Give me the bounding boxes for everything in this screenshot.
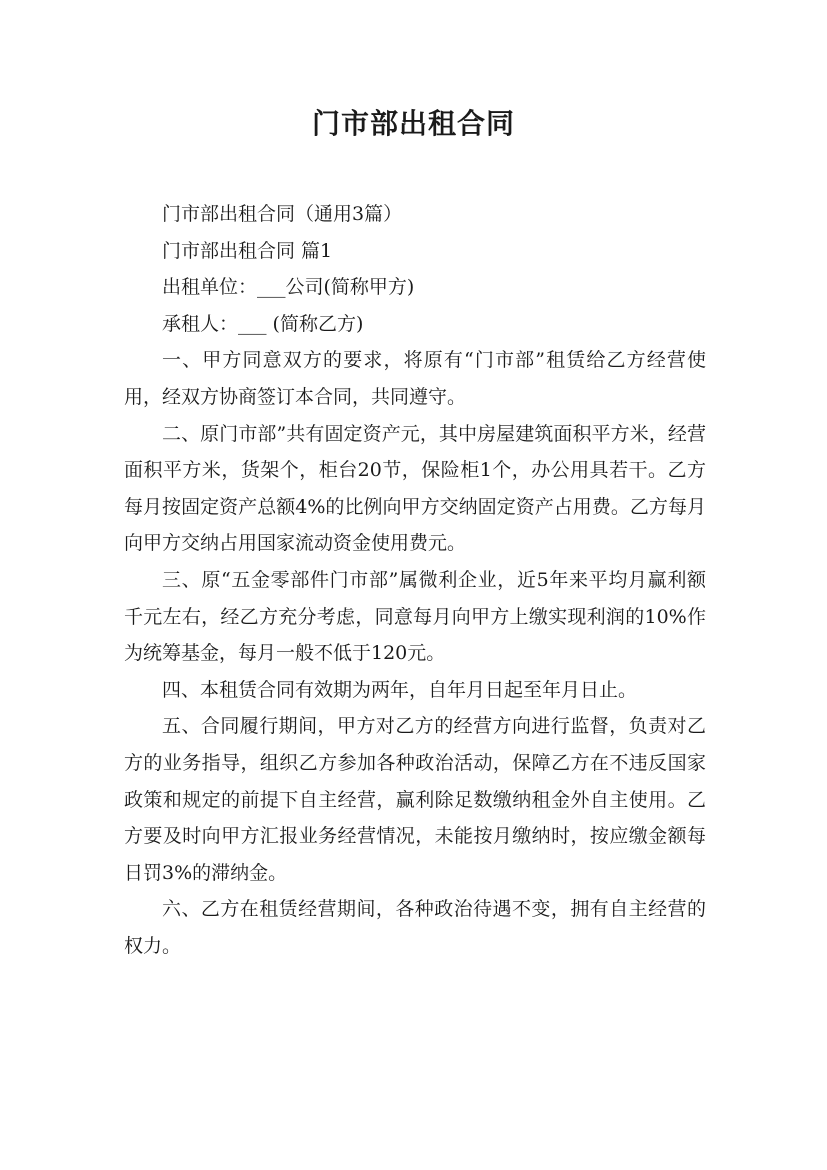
document-title: 门市部出租合同: [311, 107, 515, 140]
paragraph-clause-2: 二、原门市部”共有固定资产元，其中房屋建筑面积平方米，经营面积平方米，货架个，柜台20节，保险柜1个，办公用具若干。乙方每月按固定资产总额4%的比例向甲方交纳固定资产占用费。乙方每月向甲方交纳占用国家流动资金使用费元。: [124, 422, 706, 555]
paragraph-clause-3: 三、原“五金零部件门市部”属微利企业，近5年来平均月赢利额千元左右，经乙方充分考虑，同意每月向甲方上缴实现利润的10%作为统筹基金，每月一般不低于120元。: [124, 568, 706, 665]
paragraph-part-heading: 门市部出租合同 篇1: [162, 239, 333, 262]
paragraph-clause-1: 一、甲方同意双方的要求，将原有“门市部”租赁给乙方经营使用，经双方协商签订本合同，共同遵守。: [124, 349, 706, 408]
paragraph-clause-4: 四、本租赁合同有效期为两年，自年月日起至年月日止。: [162, 678, 638, 701]
paragraph-clause-5: 五、合同履行期间，甲方对乙方的经营方向进行监督，负责对乙方的业务指导，组织乙方参加各种政治活动，保障乙方在不违反国家政策和规定的前提下自主经营，赢利除足数缴纳租金外自主使用。乙方要及时向甲方汇报业务经营情况，未能按月缴纳时，按应缴金额每日罚3%的滞纳金。: [124, 715, 706, 884]
paragraph-clause-6: 六、乙方在租赁经营期间，各种政治待遇不变，拥有自主经营的权力。: [124, 898, 706, 957]
paragraph-lessor: 出租单位：___公司(简称甲方): [162, 276, 415, 299]
paragraph-lessee: 承租人：___ (简称乙方): [162, 312, 364, 335]
paragraph-subtitle: 门市部出租合同（通用3篇）: [162, 203, 403, 225]
document-body: [124, 196, 706, 964]
